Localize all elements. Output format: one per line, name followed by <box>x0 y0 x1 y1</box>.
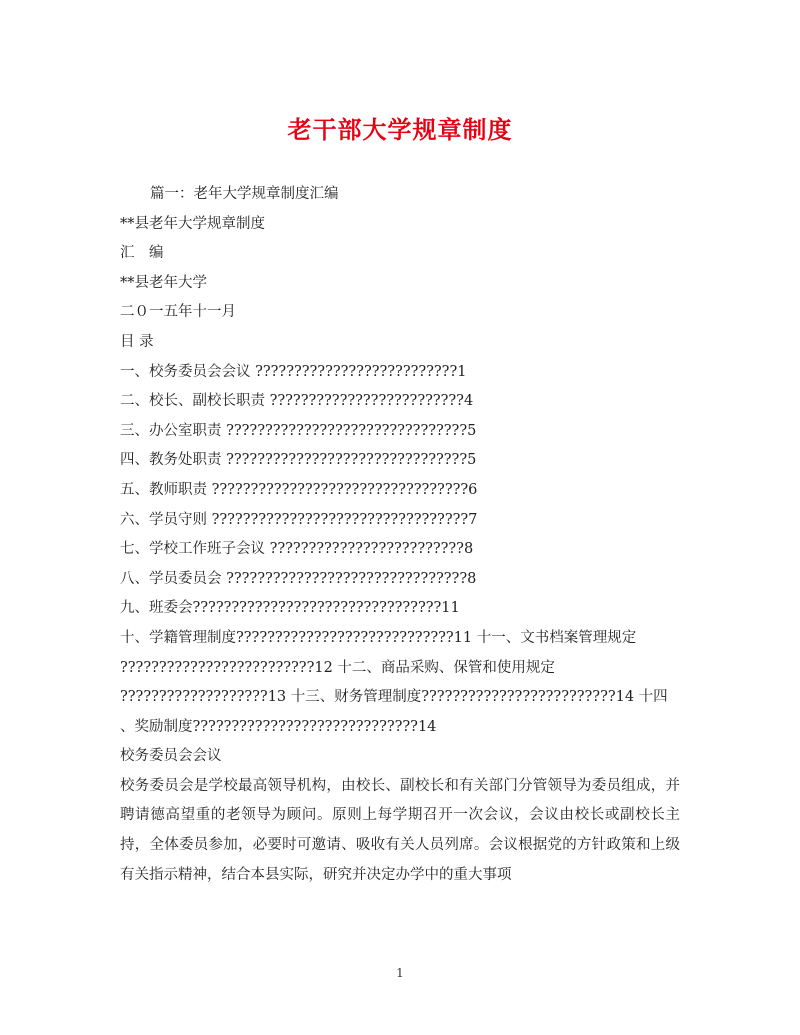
toc-entry: 九、班委会????????????????????????????????11 <box>120 600 460 617</box>
document-title: 老干部大学规章制度 <box>287 115 513 144</box>
document-body <box>120 180 680 890</box>
toc-entry: 三、办公室职责 ???????????????????????????????5 <box>120 422 477 439</box>
toc-entry: ?????????????????????????12 十二、商品采购、保管和使用规定 <box>120 659 555 676</box>
text-line: 汇 编 <box>120 245 164 262</box>
toc-entry: 十、学籍管理制度????????????????????????????11 十一、文书档案管理规定 <box>120 629 637 646</box>
toc-entry: 四、教务处职责 ???????????????????????????????5 <box>120 452 477 469</box>
section-heading: 篇一：老年大学规章制度汇编 <box>150 186 339 202</box>
toc-heading: 目 录 <box>120 333 154 350</box>
text-line: **县老年大学规章制度 <box>120 215 265 232</box>
toc-entry: ???????????????????13 十三、财务管理制度?????????????????????????14 十四 <box>120 689 668 706</box>
toc-entry: 八、学员委员会 ???????????????????????????????8 <box>120 570 477 587</box>
text-line: **县老年大学 <box>120 274 207 291</box>
section-heading: 校务委员会会议 <box>120 748 222 765</box>
toc-entry: 五、教师职责 ?????????????????????????????????6 <box>120 481 478 498</box>
body-paragraph: 校务委员会是学校最高领导机构，由校长、副校长和有关部门分管领导为委员组成，并聘请德高望重的老领导为顾问。原则上每学期召开一次会议，会议由校长或副校长主持，全体委员参加，必要时可邀请、吸收有关人员列席。会议根据党的方针政策和上级有关指示精神，结合本县实际，研究并决定办学中的重大事项 <box>120 777 680 883</box>
toc-entry: 六、学员守则 ?????????????????????????????????7 <box>120 511 478 528</box>
toc-entry: 七、学校工作班子会议 ?????????????????????????8 <box>120 541 474 558</box>
text-line: 二０一五年十一月 <box>120 304 236 321</box>
toc-entry: 一、校务委员会会议 ??????????????????????????1 <box>120 363 467 380</box>
toc-entry: 、奖励制度?????????????????????????????14 <box>120 718 437 735</box>
page-number: 1 <box>396 966 404 980</box>
toc-entry: 二、校长、副校长职责 ?????????????????????????4 <box>120 393 474 410</box>
